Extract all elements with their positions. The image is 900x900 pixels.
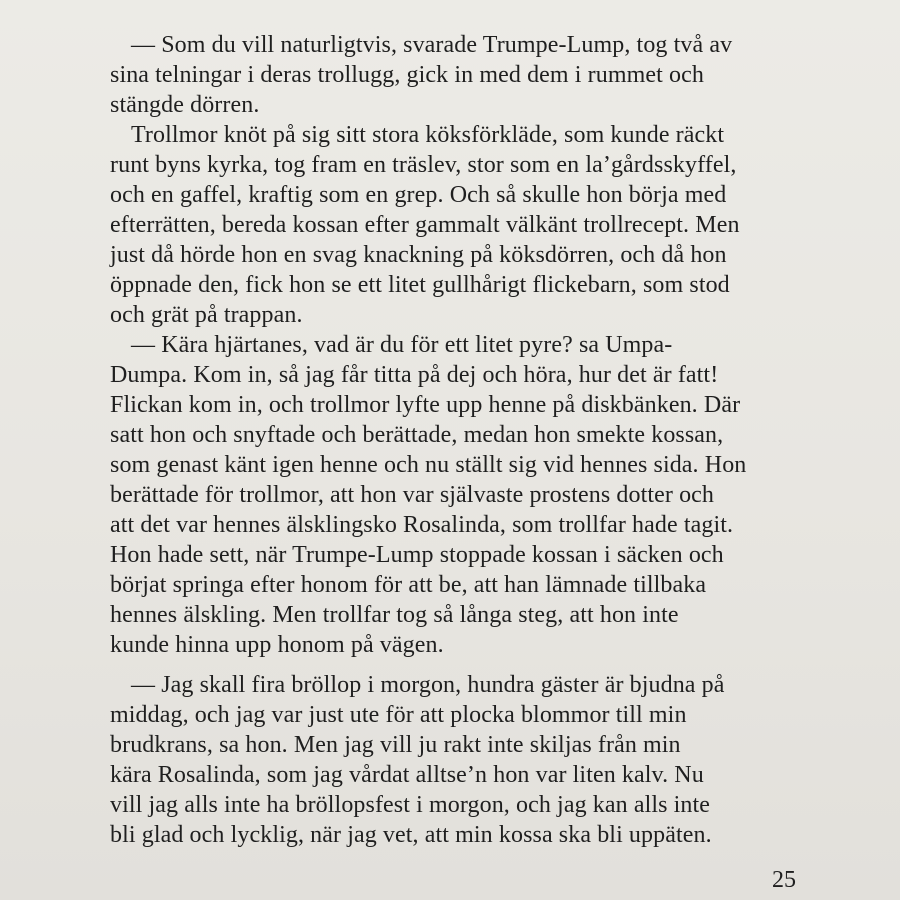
text-line: brudkrans, sa hon. Men jag vill ju rakt inte skiljas från min (110, 732, 681, 758)
text-line: just då hörde hon en svag knackning på köksdörren, och då hon (110, 242, 727, 268)
text-line: Flickan kom in, och trollmor lyfte upp henne på diskbänken. Där (110, 392, 741, 418)
text-line: runt byns kyrka, tog fram en träslev, stor som en la’gårdsskyffel, (110, 152, 737, 178)
text-line: och en gaffel, kraftig som en grep. Och så skulle hon börja med (110, 182, 727, 208)
text-line: bli glad och lycklig, när jag vet, att min kossa ska bli uppäten. (110, 822, 712, 848)
text-line: efterrätten, bereda kossan efter gammalt välkänt trollrecept. Men (110, 212, 740, 238)
text-line: öppnade den, fick hon se ett litet gullhårigt flickebarn, som stod (110, 272, 730, 298)
text-line: — Som du vill naturligtvis, svarade Trumpe-Lump, tog två av (131, 32, 733, 58)
text-line: Hon hade sett, när Trumpe-Lump stoppade kossan i säcken och (110, 542, 724, 568)
text-line: kära Rosalinda, som jag vårdat alltse’n hon var liten kalv. Nu (110, 762, 704, 788)
text-line: att det var hennes älsklingsko Rosalinda, som trollfar hade tagit. (110, 512, 734, 538)
text-line: stängde dörren. (110, 92, 260, 118)
text-line: vill jag alls inte ha bröllopsfest i morgon, och jag kan alls inte (110, 792, 711, 818)
text-line: berättade för trollmor, att hon var självaste prostens dotter och (110, 482, 715, 508)
page-number: 25 (772, 867, 796, 893)
text-line: hennes älskling. Men trollfar tog så långa steg, att hon inte (110, 602, 679, 628)
text-line: kunde hinna upp honom på vägen. (110, 632, 444, 658)
text-line: Dumpa. Kom in, så jag får titta på dej och höra, hur det är fatt! (110, 362, 719, 388)
text-line: som genast känt igen henne och nu ställt sig vid hennes sida. Hon (110, 452, 747, 478)
text-line: Trollmor knöt på sig sitt stora köksförkläde, som kunde räckt (131, 122, 725, 148)
text-line: och grät på trappan. (110, 302, 303, 328)
text-line: sina telningar i deras trollugg, gick in med dem i rummet och (110, 62, 704, 88)
text-line: börjat springa efter honom för att be, att han lämnade tillbaka (110, 572, 707, 598)
text-line: — Kära hjärtanes, vad är du för ett litet pyre? sa Umpa- (131, 332, 673, 358)
text-line: — Jag skall fira bröllop i morgon, hundra gäster är bjudna på (131, 672, 725, 698)
text-line: satt hon och snyftade och berättade, medan hon smekte kossan, (110, 422, 724, 448)
text-line: middag, och jag var just ute för att plocka blommor till min (110, 702, 687, 728)
